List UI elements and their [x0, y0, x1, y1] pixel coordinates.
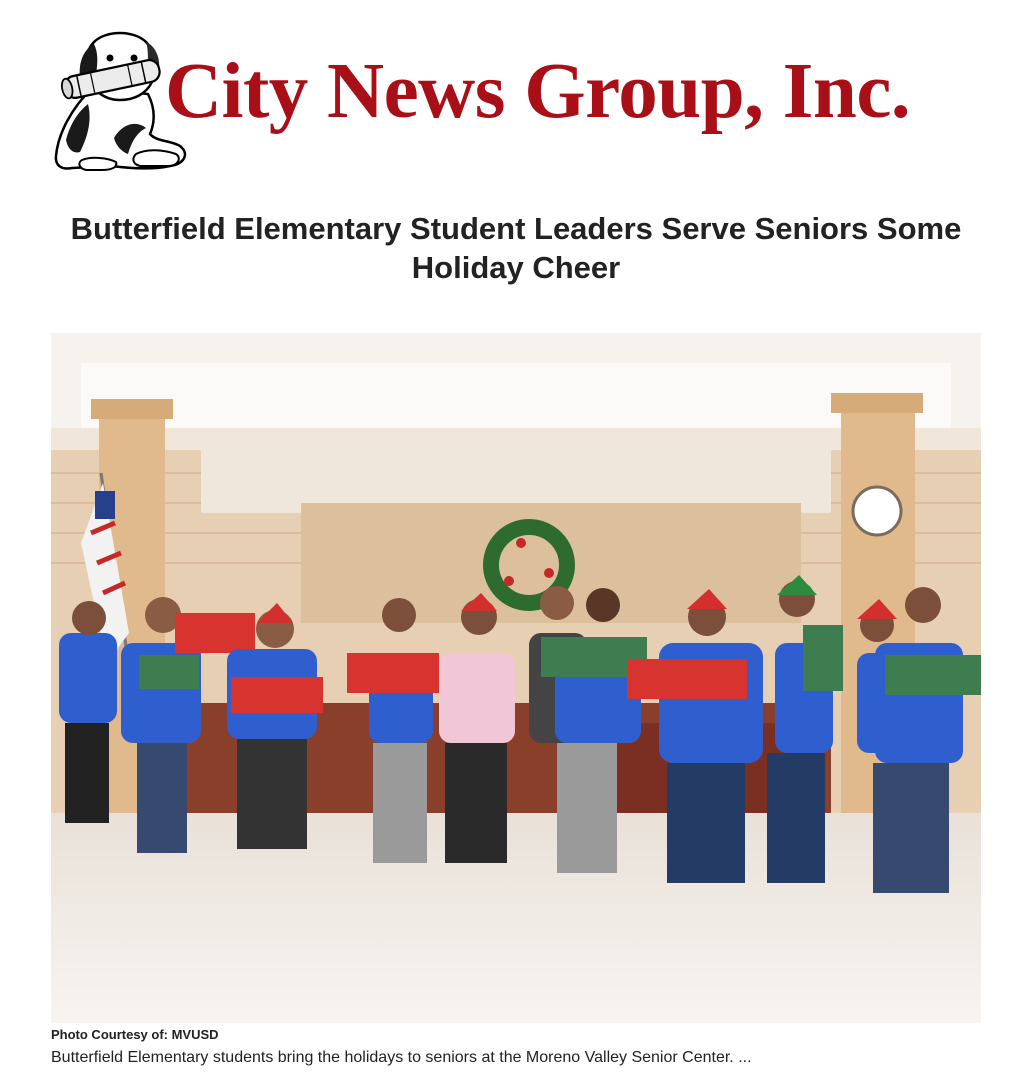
article-headline[interactable]: Butterfield Elementary Student Leaders Serve Seniors Some Holiday Cheer	[70, 211, 962, 285]
article-summary[interactable]: Butterfield Elementary students bring the holidays to seniors at the Moreno Valley Senior Center. ...	[51, 1049, 752, 1066]
site-title[interactable]: City News Group, Inc.	[165, 48, 911, 135]
photo-credit: Photo Courtesy of: MVUSD	[51, 1027, 219, 1042]
masthead[interactable]	[52, 28, 982, 178]
article-photo	[51, 333, 981, 1023]
